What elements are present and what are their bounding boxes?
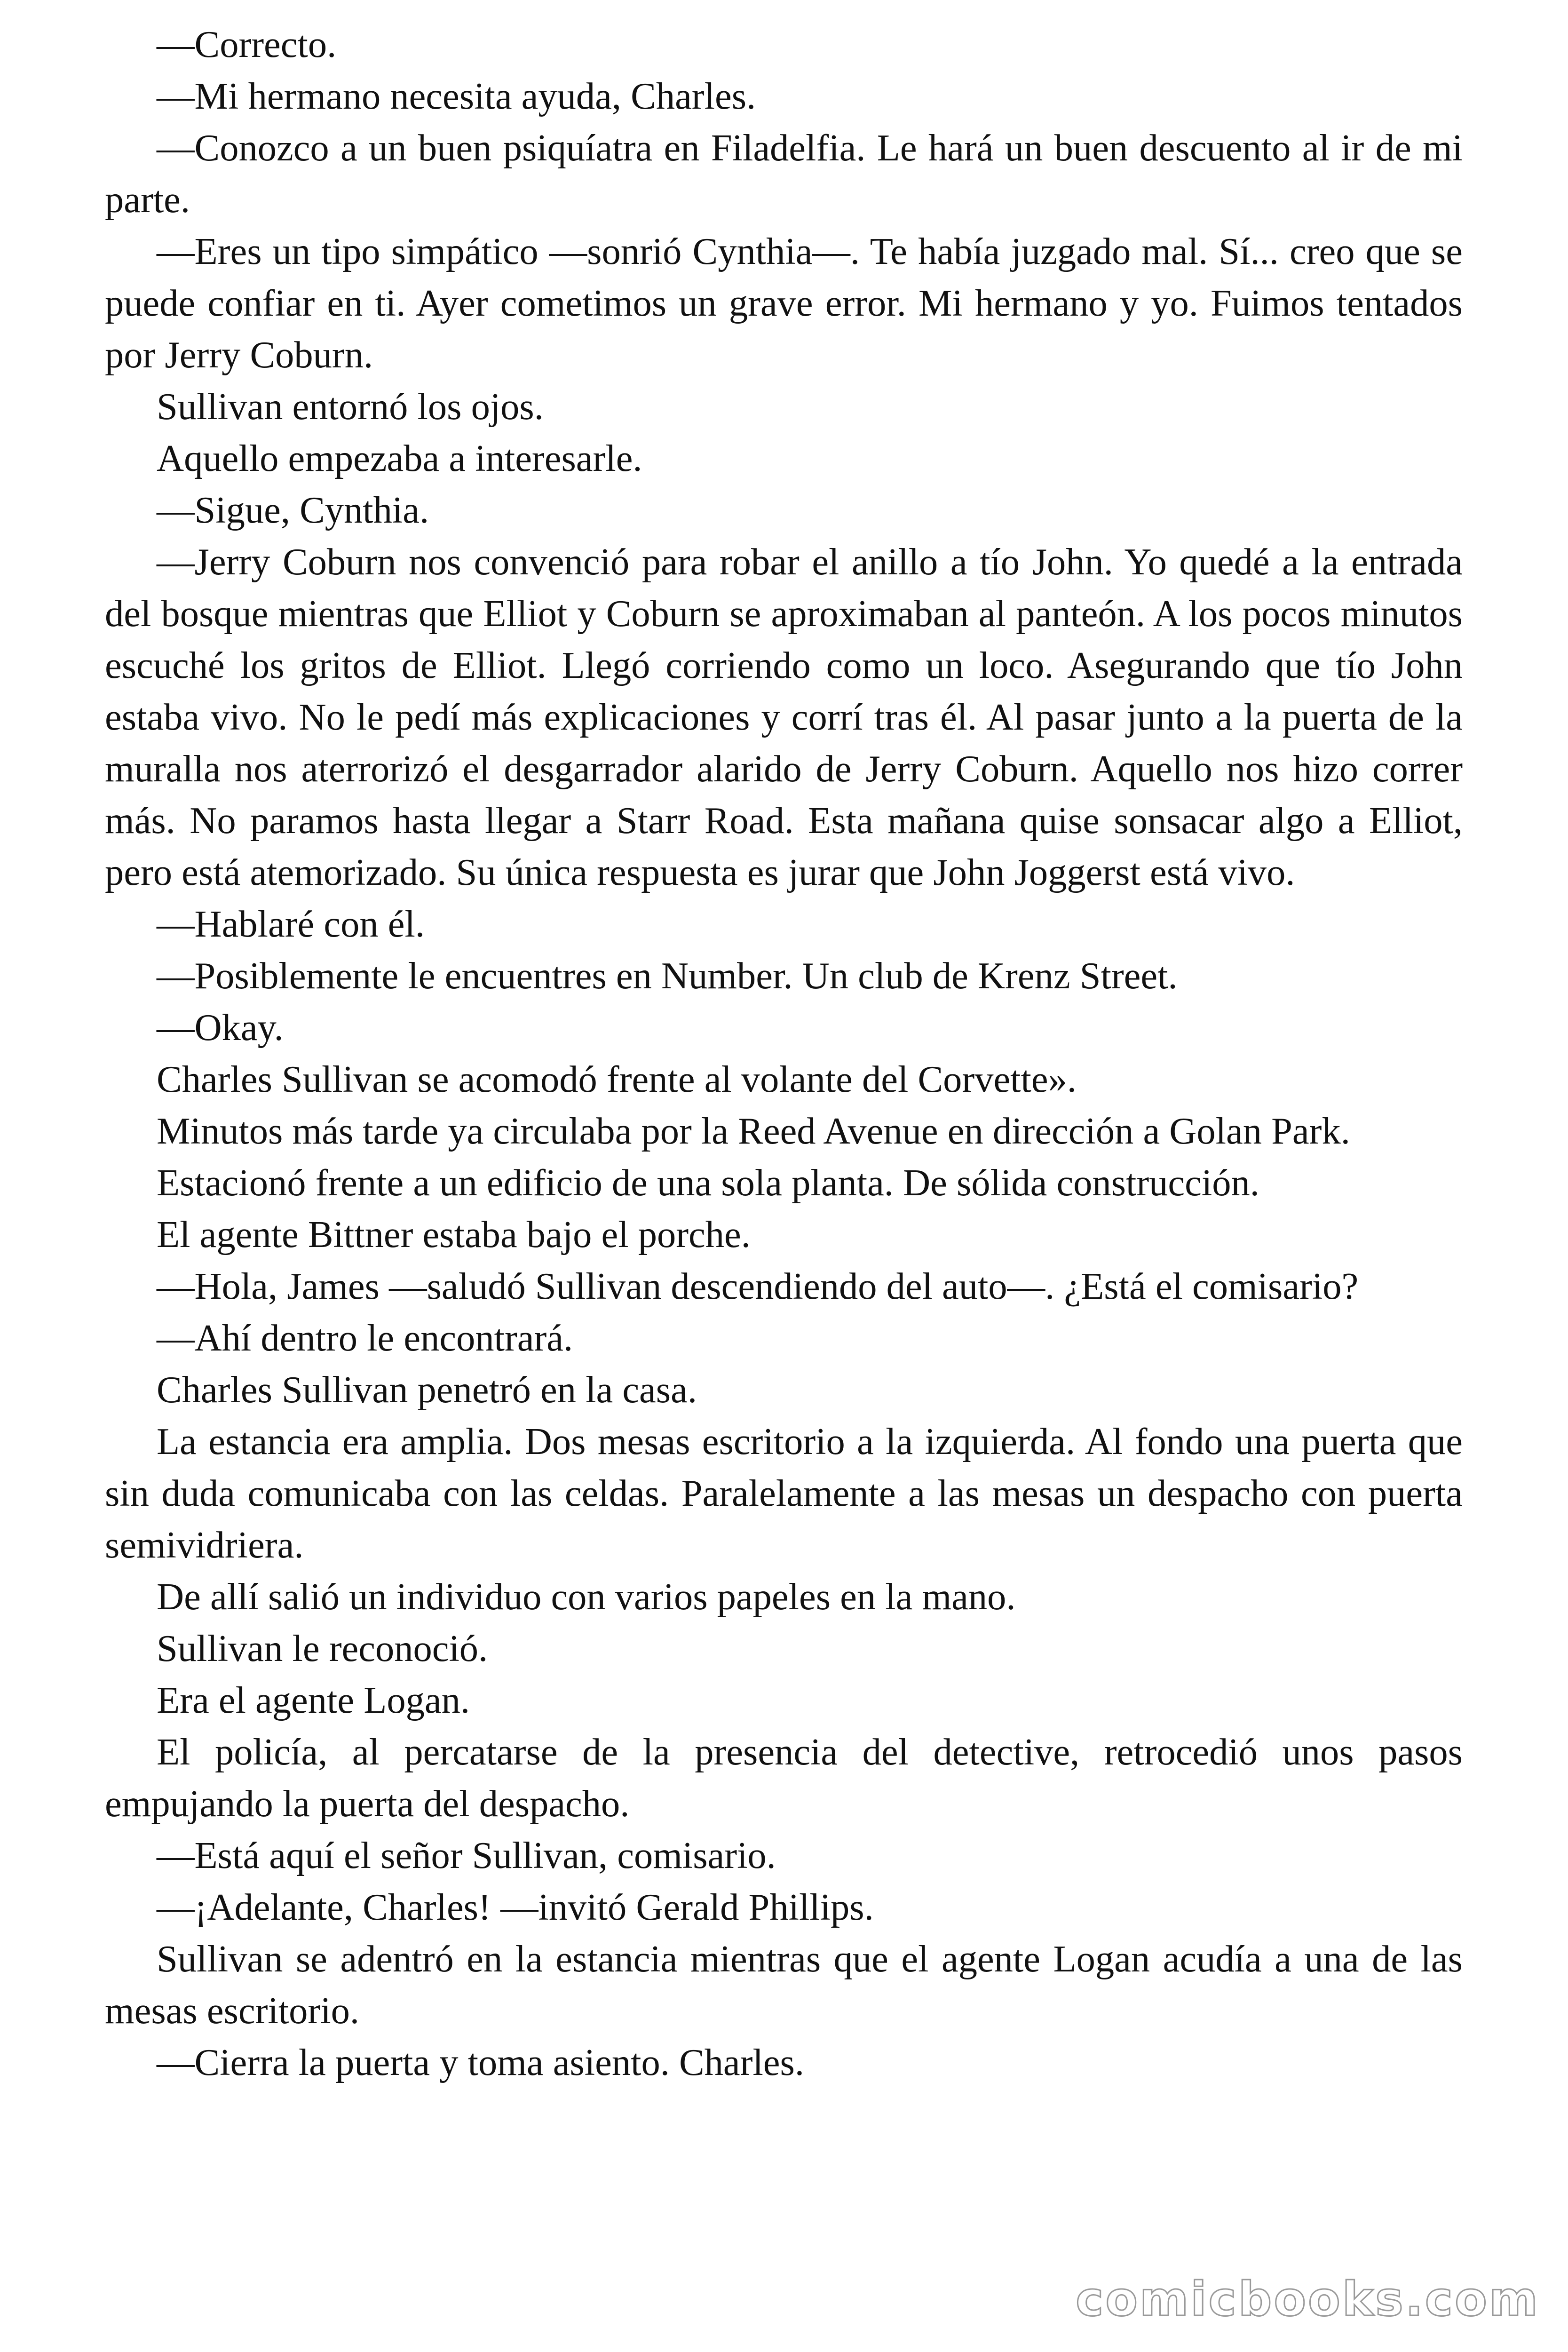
paragraph: De allí salió un individuo con varios papeles en la mano. — [157, 1576, 1016, 1618]
paragraph: Sullivan entornó los ojos. — [157, 386, 544, 428]
paragraph: —Sigue, Cynthia. — [157, 489, 429, 531]
watermark: comicbooks.com — [1076, 2272, 1540, 2327]
paragraph: —Jerry Coburn nos convenció para robar el anillo a tío John. Yo quedé a la entrada del bosque mientras que Elliot y Coburn se aproximaban al panteón. A los pocos minutos escuché los gritos de Elliot. Llegó corriendo como un loco. Asegurando que tío John estaba vivo. No le pedí más explicaciones y corrí tras él. Al pasar junto a la puerta de la muralla nos aterrorizó el desgarrador alarido de Jerry Coburn. Aquello nos hizo correr más. No paramos hasta llegar a Starr Road. Esta mañana quise sonsacar algo a Elliot, pero está atemorizado. Su única respuesta es jurar que John Joggerst está vivo. — [105, 541, 1463, 893]
paragraph: —Hablaré con él. — [157, 903, 425, 945]
page-body — [105, 19, 1463, 2089]
paragraph: —Cierra la puerta y toma asiento. Charles. — [157, 2042, 804, 2083]
paragraph: El policía, al percatarse de la presencia del detective, retrocedió unos pasos empujando la puerta del despacho. — [105, 1731, 1463, 1825]
paragraph: —Conozco a un buen psiquíatra en Filadelfia. Le hará un buen descuento al ir de mi parte. — [105, 127, 1463, 221]
paragraph: —Posiblemente le encuentres en Number. Un club de Krenz Street. — [157, 955, 1178, 997]
paragraph: —Correcto. — [157, 24, 337, 65]
paragraph: Era el agente Logan. — [157, 1679, 470, 1721]
paragraph: —Hola, James —saludó Sullivan descendiendo del auto—. ¿Está el comisario? — [157, 1265, 1359, 1307]
paragraph: —Okay. — [157, 1007, 284, 1049]
paragraph: —Eres un tipo simpático —sonrió Cynthia—. Te había juzgado mal. Sí... creo que se puede confiar en ti. Ayer cometimos un grave error. Mi hermano y yo. Fuimos tentados por Jerry Coburn. — [105, 230, 1463, 376]
paragraph: Estacionó frente a un edificio de una sola planta. De sólida construcción. — [157, 1162, 1259, 1204]
paragraph: —Mi hermano necesita ayuda, Charles. — [157, 75, 756, 117]
paragraph: El agente Bittner estaba bajo el porche. — [157, 1214, 751, 1255]
paragraph: Sullivan le reconoció. — [157, 1628, 488, 1669]
paragraph: Charles Sullivan penetró en la casa. — [157, 1369, 697, 1411]
paragraph: —Ahí dentro le encontrará. — [157, 1317, 573, 1359]
paragraph: —¡Adelante, Charles! —invitó Gerald Phillips. — [157, 1886, 874, 1928]
paragraph: La estancia era amplia. Dos mesas escritorio a la izquierda. Al fondo una puerta que sin duda comunicaba con las celdas. Paralelamente a las mesas un despacho con puerta semividriera. — [105, 1421, 1463, 1566]
paragraph: Charles Sullivan se acomodó frente al volante del Corvette». — [157, 1058, 1077, 1100]
paragraph: Minutos más tarde ya circulaba por la Reed Avenue en dirección a Golan Park. — [157, 1110, 1350, 1152]
paragraph: Sullivan se adentró en la estancia mientras que el agente Logan acudía a una de las mesas escritorio. — [105, 1938, 1463, 2032]
paragraph: —Está aquí el señor Sullivan, comisario. — [157, 1835, 776, 1876]
paragraph: Aquello empezaba a interesarle. — [157, 437, 642, 479]
